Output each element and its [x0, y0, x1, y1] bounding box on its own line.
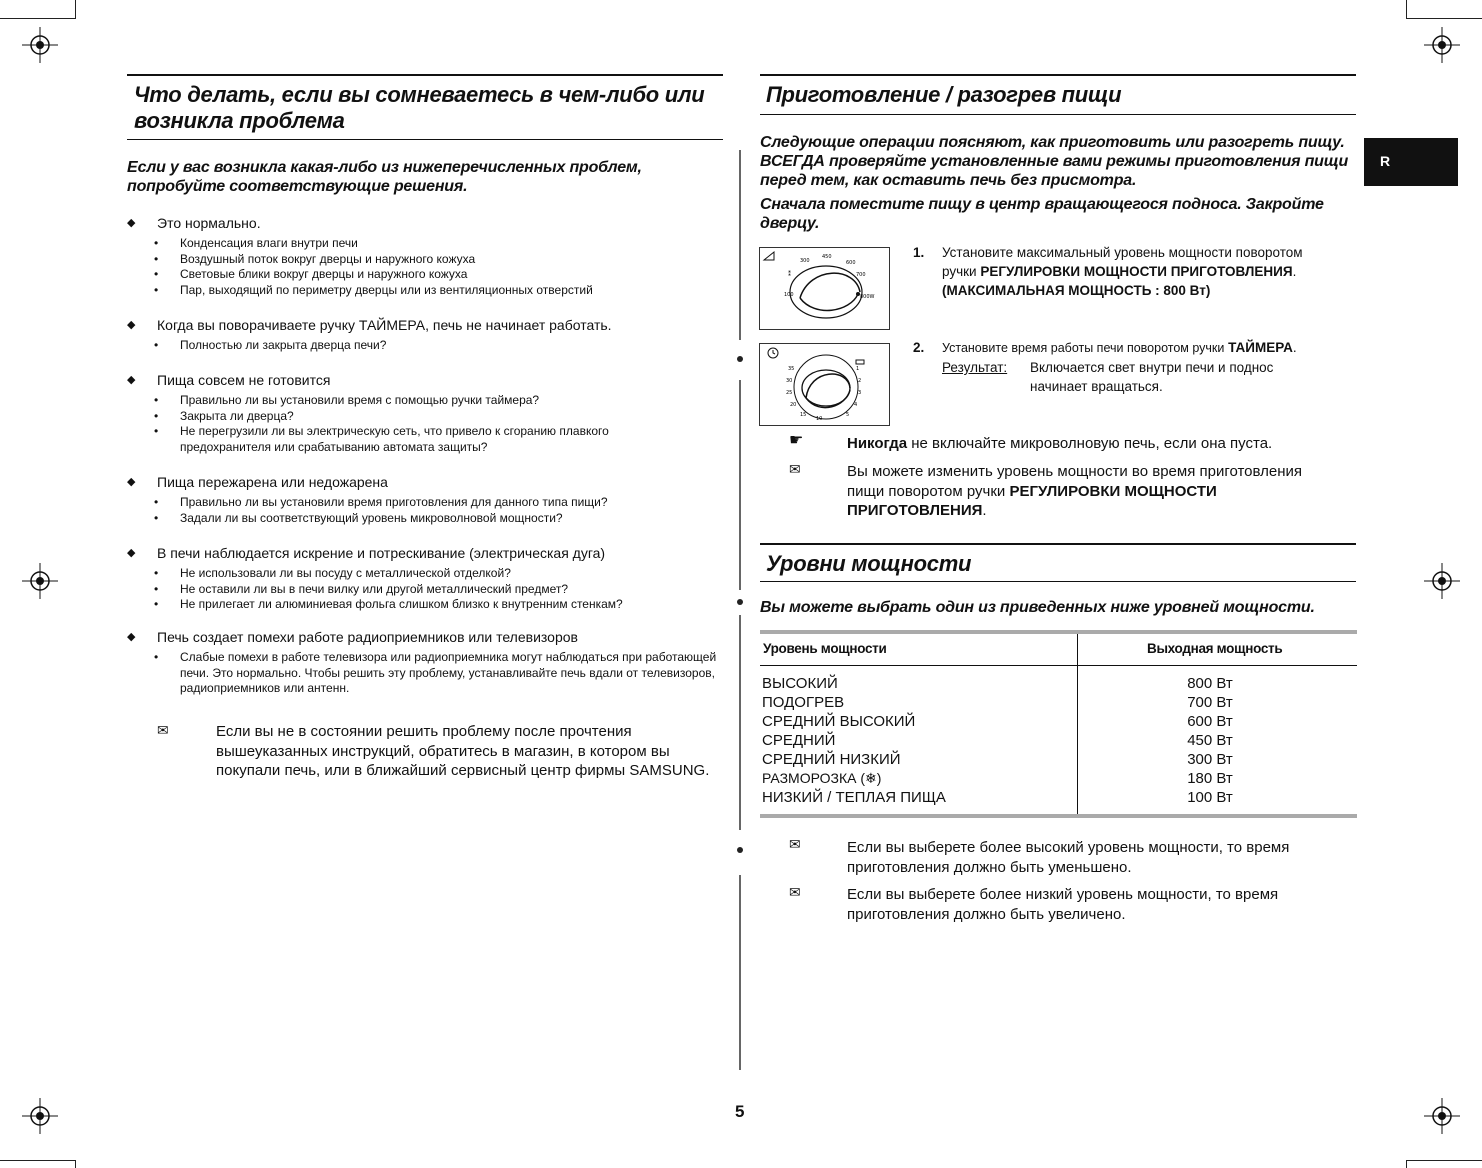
problem-block: ◆ Пища совсем не готовится • Правильно ли вы установили время с помощью ручки таймера? • Закрыта ли дверца? • Не перегрузили ли вы электрическую сеть, что привело к сгоранию плавкого предохранителя или срабатыванию автомата защиты?: [127, 371, 727, 455]
troubleshooting-title: Что делать, если вы сомневаетесь в чем-либо или возникла проблема: [134, 82, 705, 133]
svg-text:10: 10: [816, 416, 823, 422]
svg-text:1: 1: [856, 366, 860, 372]
diamond-bullet-icon: ◆: [127, 547, 136, 559]
title-rule-top: [760, 543, 1356, 545]
svg-text:800W: 800W: [860, 294, 875, 300]
list-item: • Не прилегает ли алюминиевая фольга слишком близко к внутренним стенкам?: [154, 597, 623, 611]
table-cell: СРЕДНИЙ: [762, 732, 836, 749]
column-divider: [739, 875, 741, 1070]
table-cell: 700 Вт: [1187, 694, 1233, 711]
problem-block: ◆ Это нормально. • Конденсация влаги внутри печи • Воздушный поток вокруг дверцы и наружного кожуха • Световые блики вокруг дверцы и наружного кожуха • Пар, выходящий по периметру дверцы или из вентиляционных отверстий: [127, 214, 727, 298]
tip-higher-power: Если вы выберете более высокий уровень мощности, то время приготовления должно быть уменьшено.: [847, 839, 1290, 876]
svg-text:5: 5: [846, 412, 850, 418]
tip-lower-power: Если вы выберете более низкий уровень мощности, то время приготовления должно быть увеличено.: [847, 886, 1279, 923]
list-item: • Правильно ли вы установили время приготовления для данного типа пищи?: [154, 495, 608, 509]
title-rule-bottom: [760, 581, 1356, 582]
cooking-title: Приготовление / разогрев пищи: [766, 82, 1122, 107]
list-item: • Световые блики вокруг дверцы и наружного кожуха: [154, 267, 468, 281]
note-icon: ✉: [789, 836, 801, 852]
problem-block: ◆ Печь создает помехи работе радиоприемников или телевизоров • Слабые помехи в работе телевизора или радиоприемника могут наблюдаться при работающей печи. Это нормально. Чтобы решить эту проблему, устанавливайте печь вдали от телевизоров, радиоприемников или антенн.: [127, 628, 727, 697]
power-levels-title: Уровни мощности: [766, 551, 972, 576]
table-cell: СРЕДНИЙ НИЗКИЙ: [762, 751, 901, 768]
title-rule-top: [760, 74, 1356, 76]
pointing-hand-icon: ☛: [789, 432, 804, 449]
table-cell: 800 Вт: [1187, 675, 1233, 692]
table-cell: 100 Вт: [1187, 789, 1233, 806]
cooking-lead: Следующие операции поясняют, как приготовить или разогреть пищу. ВСЕГДА проверяйте установленные вами режимы приготовления пищи перед тем, как оставить печь без присмотра. Сначала поместите пищу в центр вращающегося подноса. Закройте дверцу.: [760, 134, 1349, 232]
list-item: • Пар, выходящий по периметру дверцы или из вентиляционных отверстий: [154, 282, 593, 297]
problem-block: ◆ Пища пережарена или недожарена • Правильно ли вы установили время приготовления для данного типа пищи? • Задали ли вы соответствующий уровень микроволновой мощности?: [127, 473, 727, 526]
bullet-dot: [737, 356, 743, 362]
registration-mark-icon: [1424, 27, 1460, 63]
svg-text:450: 450: [822, 254, 832, 260]
diamond-bullet-icon: ◆: [127, 631, 136, 643]
table-watts-column: [1160, 674, 1260, 807]
table-levels-column: [762, 674, 946, 807]
bullet-dot: [737, 847, 743, 853]
note-icon: ✉: [157, 722, 169, 738]
svg-text:3: 3: [858, 390, 862, 396]
title-rule-bottom: [760, 114, 1356, 115]
list-item: • Задали ли вы соответствующий уровень микроволновой мощности?: [154, 510, 563, 525]
warning-empty-oven: Никогда не включайте микроволновую печь, если она пуста.: [847, 435, 1273, 452]
bullet-dot: [737, 599, 743, 605]
page-number: 5: [735, 1102, 745, 1121]
registration-mark-icon: [22, 27, 58, 63]
registration-mark-icon: [22, 563, 58, 599]
diamond-bullet-icon: ◆: [127, 217, 136, 229]
list-item: • Правильно ли вы установили время с помощью ручки таймера?: [154, 393, 540, 407]
svg-text:⁑: ⁑: [788, 271, 791, 278]
table-cell: 600 Вт: [1187, 713, 1233, 730]
power-levels-table: [760, 630, 1357, 818]
svg-text:20: 20: [790, 402, 797, 408]
table-cell: ВЫСОКИЙ: [762, 675, 838, 692]
column-divider: [739, 615, 741, 830]
list-item: • Слабые помехи в работе телевизора или радиоприемника могут наблюдаться при работающей печи. Это нормально. Чтобы решить эту проблему, устанавливайте печь вдали от телевизоров, радиоприемников или антенн.: [154, 650, 717, 695]
column-divider: [739, 380, 741, 590]
list-item: • Воздушный поток вокруг дверцы и наружного кожуха: [154, 251, 476, 266]
problem-block: ◆ В печи наблюдается искрение и потрескивание (электрическая дуга) • Не использовали ли вы посуду с металлической отделкой? • Не оставили ли вы в печи вилку или другой металлический предмет? • Не прилегает ли алюминиевая фольга слишком близко к внутренним стенкам?: [127, 544, 727, 613]
svg-text:100: 100: [784, 292, 794, 298]
table-header-level: Уровень мощности: [763, 641, 887, 656]
svg-text:25: 25: [786, 390, 793, 396]
note-block: ✉ Если вы не в состоянии решить проблему после прочтения вышеуказанных инструкций, обратитесь в магазин, в котором вы покупали печь, или в ближайший сервисный центр фирмы SAMSUNG.: [157, 722, 710, 779]
list-item: • Закрыта ли дверца?: [154, 408, 294, 423]
svg-text:2: 2: [858, 378, 862, 384]
timer-dial-illustration: [759, 343, 890, 426]
svg-text:300: 300: [800, 258, 810, 264]
step-2: 2. Установите время работы печи поворотом ручки ТАЙМЕРА. Результат: Включается свет внутри печи и поднос начинает вращаться.: [913, 340, 1297, 394]
column-divider: [739, 150, 741, 340]
table-header-output: Выходная мощность: [1147, 641, 1283, 656]
note-icon: ✉: [789, 884, 801, 900]
tip-change-power: Вы можете изменить уровень мощности во время приготовления пищи поворотом ручки РЕГУЛИРОВКИ МОЩНОСТИ ПРИГОТОВЛЕНИЯ.: [847, 463, 1303, 519]
note-icon: ✉: [789, 461, 801, 477]
svg-text:35: 35: [788, 366, 795, 372]
svg-text:700: 700: [856, 272, 866, 278]
table-cell: СРЕДНИЙ ВЫСОКИЙ: [762, 713, 916, 730]
troubleshooting-lead: Если у вас возникла какая-либо из нижеперечисленных проблем, попробуйте соответствующие решения.: [127, 159, 642, 195]
step-1: 1. Установите максимальный уровень мощности поворотом ручки РЕГУЛИРОВКИ МОЩНОСТИ ПРИГОТОВЛЕНИЯ. (МАКСИМАЛЬНАЯ МОЩНОСТЬ : 800 Вт): [913, 245, 1303, 298]
table-cell: 180 Вт: [1187, 770, 1233, 787]
problem-block: ◆ Когда вы поворачиваете ручку ТАЙМЕРА, печь не начинает работать. • Полностью ли закрыта дверца печи?: [127, 316, 727, 354]
list-item: • Не перегрузили ли вы электрическую сеть, что привело к сгоранию плавкого предохранителя или срабатыванию автомата защиты?: [154, 424, 609, 454]
power-dial-illustration: [759, 247, 890, 330]
diamond-bullet-icon: ◆: [127, 319, 136, 331]
table-cell: 450 Вт: [1187, 732, 1233, 749]
svg-text:30: 30: [786, 378, 793, 384]
diamond-bullet-icon: ◆: [127, 476, 136, 488]
table-cell: ПОДОГРЕВ: [762, 694, 845, 711]
table-cell: 300 Вт: [1187, 751, 1233, 768]
svg-text:4: 4: [854, 402, 858, 408]
list-item: • Конденсация влаги внутри печи: [154, 236, 358, 250]
power-levels-lead: Вы можете выбрать один из приведенных ниже уровней мощности.: [760, 599, 1315, 616]
list-item: • Полностью ли закрыта дверца печи?: [154, 338, 387, 352]
list-item: • Не оставили ли вы в печи вилку или другой металлический предмет?: [154, 581, 569, 596]
svg-text:600: 600: [846, 260, 856, 266]
registration-mark-icon: [1424, 563, 1460, 599]
table-cell: НИЗКИЙ / ТЕПЛАЯ ПИЩА: [762, 789, 946, 806]
title-rule-top: [127, 74, 723, 76]
svg-text:15: 15: [800, 412, 807, 418]
registration-mark-icon: [22, 1098, 58, 1134]
table-cell: РАЗМОРОЗКА (❄): [762, 770, 882, 786]
diamond-bullet-icon: ◆: [127, 374, 136, 386]
list-item: • Не использовали ли вы посуду с металлической отделкой?: [154, 566, 511, 580]
registration-mark-icon: [1424, 1098, 1460, 1134]
timer-knob-icon: [760, 344, 889, 425]
power-knob-icon: [760, 248, 889, 329]
language-tab: R: [1364, 138, 1458, 186]
title-rule-bottom: [127, 139, 723, 140]
